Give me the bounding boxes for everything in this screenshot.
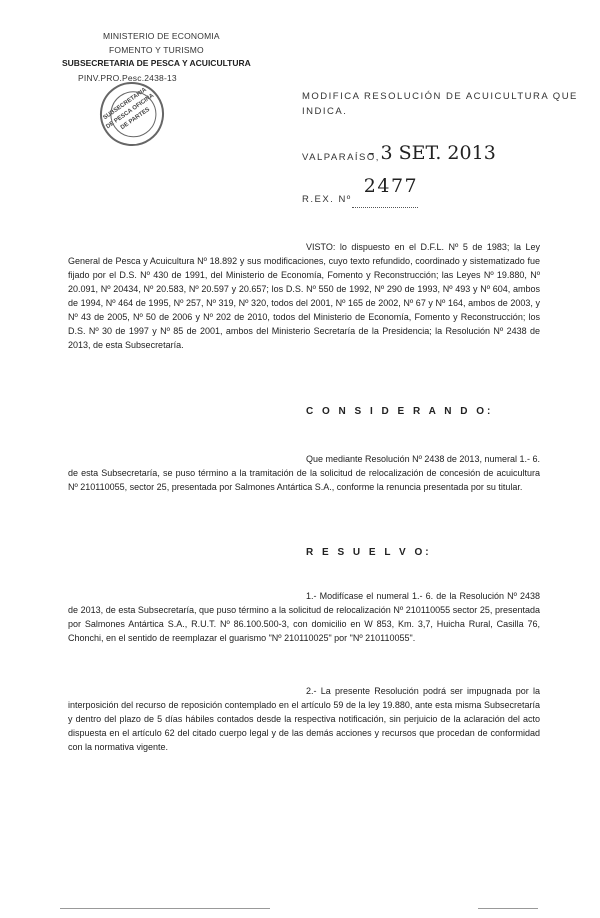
footer-rule-left xyxy=(60,908,270,909)
ministry-subname: FOMENTO Y TURISMO xyxy=(109,45,204,55)
resuelvo-item-2: 2.- La presente Resolución podrá ser impugnada por la interposición del recurso de reposición contemplado en el artículo 59 de la ley 19.880, ante esta misma Subsecretaría y dentro del plazo de 5 días hábiles contados desde la respectiva notificación, sin perjuicio de la aclaración del acto dispuesta en el artículo 62 del citado cuerpo legal y de las demás acciones y recursos que procedan de conformidad con la normativa vigente. xyxy=(68,686,540,752)
subsecretaria-name: SUBSECRETARIA DE PESCA Y ACUICULTURA xyxy=(62,58,251,68)
file-reference: PINV.PRO.Pesc.2438-13 xyxy=(78,73,177,83)
resuelvo-item-1: 1.- Modifícase el numeral 1.- 6. de la Resolución Nº 2438 de 2013, de esta Subsecretaría, que puso término a la solicitud de relocalización Nº 210110055 sector 25, presentada por Salmones Antártica S.A., R.U.T. Nº 86.100.500-3, con domicilio en W 853, Km. 3,7, Huicha Rural, Casilla 76, Chonchi, en el sentido de reemplazar el guarismo "Nº 210110025" por "Nº 210110055". xyxy=(68,591,540,643)
visto-paragraph: VISTO: lo dispuesto en el D.F.L. Nº 5 de 1983; la Ley General de Pesca y Acuicultura Nº 18.892 y sus modificaciones, cuyo texto refundido, coordinado y sistematizado fue fijado por el D.S. Nº 430 de 1991, del Ministerio de Economía, Fomento y Reconstrucción; las Leyes Nº 19.880, Nº 20.091, Nº 20434, Nº 20.583, Nº 20.597 y 20.657; los D.S. Nº 550 de 1992, Nº 290 de 1993, Nº 493 y Nº 604, ambos de 1994, Nº 464 de 1995, Nº 257, Nº 319, Nº 320, todos del 2001, Nº 165 de 2002, Nº 67 y Nº 164, ambos de 2003, y Nº 43 de 2005, Nº 50 de 2006 y Nº 202 de 2010, todos del Ministerio de Economía, Fomento y Reconstrucción; los D.S. Nº 30 de 1997 y Nº 85 de 2001, ambos del Ministerio Secretaría de la Presidencia; la Resolución Nº 2438 de 2013, de esta Subsecretaría. xyxy=(68,242,540,350)
stamp-text: SUBSECRETARIA DE PESCA OFICINA DE PARTES xyxy=(102,87,156,132)
city-label: VALPARAÍSO, xyxy=(302,152,380,163)
considerando-heading: C O N S I D E R A N D O: xyxy=(306,406,494,417)
resolution-number-line xyxy=(352,175,419,208)
resolution-label-text: R.EX. Nº xyxy=(302,194,352,205)
subject-line-2: INDICA. xyxy=(302,106,348,117)
resolution-label xyxy=(302,175,419,208)
resuelvo-heading: R E S U E L V O: xyxy=(306,547,432,558)
subject-line-1: MODIFICA RESOLUCIÓN DE ACUICULTURA QUE xyxy=(302,91,578,102)
handwritten-date: - 3 SET. 2013 xyxy=(368,142,496,164)
footer-rule-right xyxy=(478,908,538,909)
considerando-paragraph: Que mediante Resolución Nº 2438 de 2013, numeral 1.- 6. de esta Subsecretaría, se puso término a la tramitación de la solicitud de relocalización de concesión de acuicultura Nº 210110055, sector 25, presentada por Salmones Antártica S.A., conforme la renuncia presentada por su titular. xyxy=(68,454,540,492)
stamp-inner-ring xyxy=(101,82,165,146)
resolution-number: 2477 xyxy=(363,175,419,197)
ministry-name: MINISTERIO DE ECONOMIA xyxy=(103,31,220,41)
